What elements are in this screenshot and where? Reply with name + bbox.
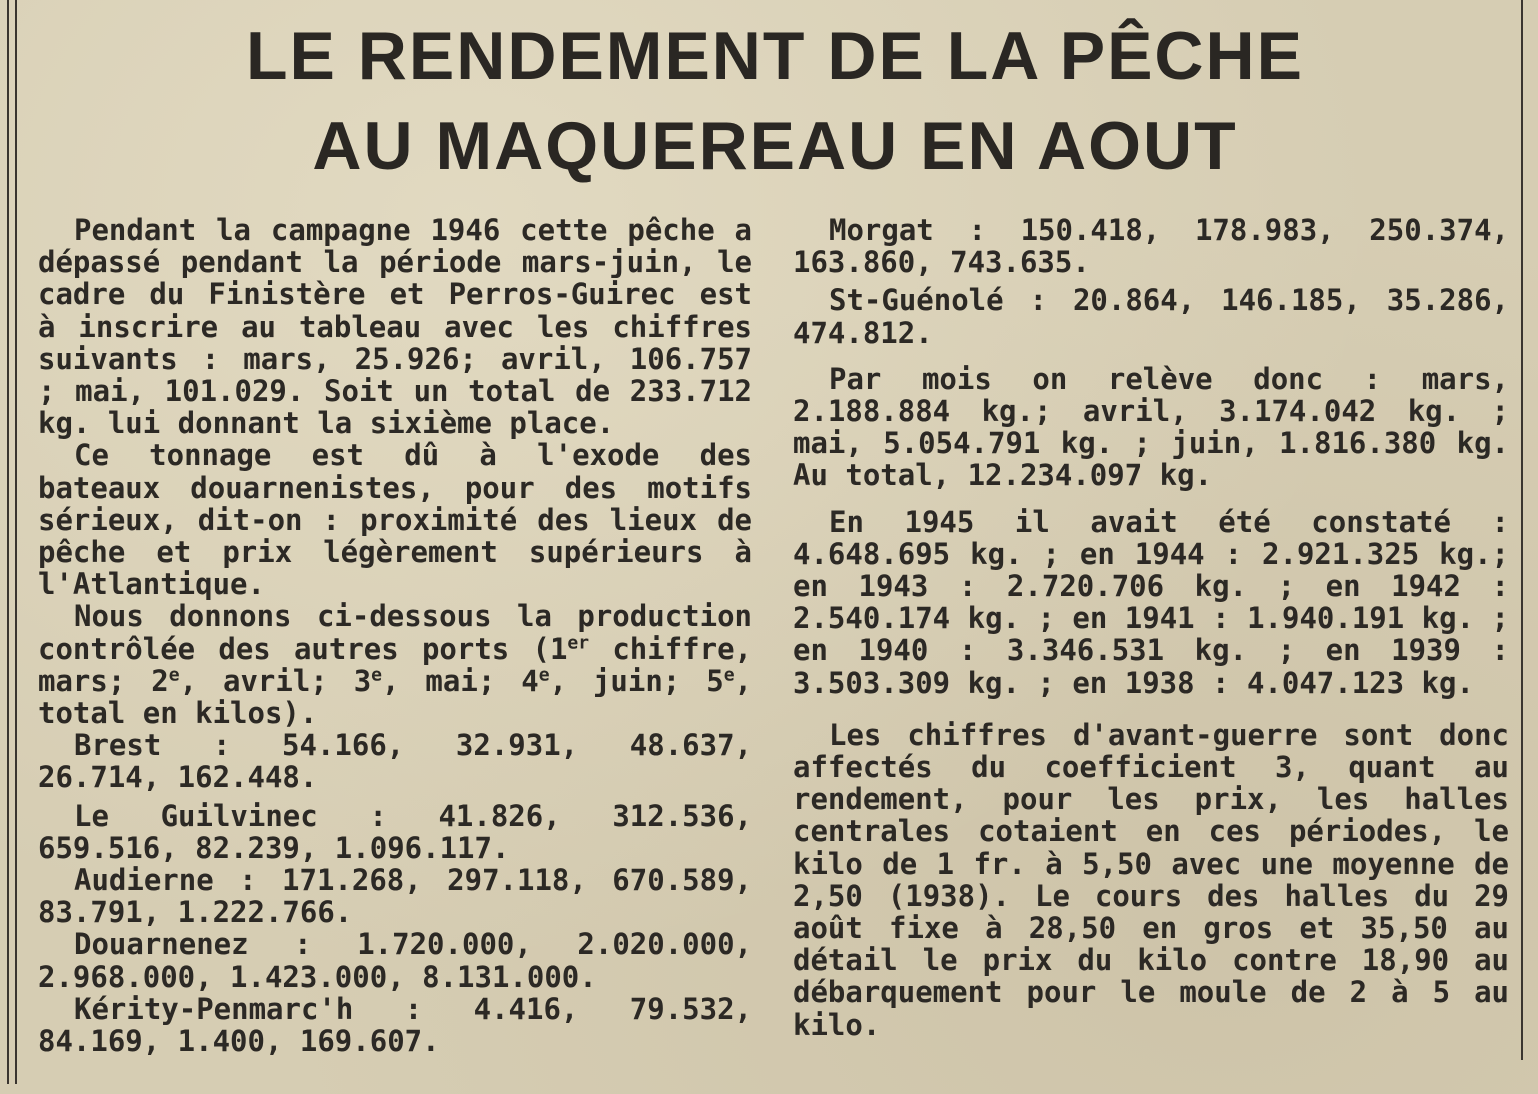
paragraph-prewar-prices: Les chiffres d'avant-guerre sont donc affectés du coefficient 3, quant au rendement, pour les prix, les halles centrales cotaient en ces périodes, le kilo de 1 fr. à 5,50 avec une moyenne de 2,50 (1938). Le cours des halles du 29 août fixe à 28,50 en gros et 35,50 au détail le prix du kilo contre 18,90 au débarquement pour le moule de 2 à 5 au kilo.	[793, 717, 1509, 1042]
ports-intro-text-3: , avril; 3	[179, 663, 372, 698]
paragraph-monthly-totals: Par mois on relève donc : mars, 2.188.884 kg.; avril, 3.174.042 kg. ; mai, 5.054.791 kg. ; juin, 1.816.380 kg. Au total, 12.234.097 kg.	[793, 361, 1509, 493]
ordinal-second: e	[168, 664, 180, 686]
paragraph-ports-intro	[38, 600, 752, 729]
port-brest: Brest : 54.166, 32.931, 48.637, 26.714, 162.448.	[38, 728, 752, 795]
ports-intro-text-4: , mai; 4	[382, 663, 539, 698]
port-douarnenez: Douarnenez : 1.720.000, 2.020.000, 2.968.000, 1.423.000, 8.131.000.	[38, 927, 752, 994]
paragraph-perros-guirec: Pendant la campagne 1946 cette pêche a dépassé pendant la période mars-juin, le cadre du Finistère et Perros-Guirec est à inscrire au tableau avec les chiffres suivants : mars, 25.926; avril, 106.757 ; mai, 101.029. Soit un total de 233.712 kg. lui donnant la sixième place.	[38, 213, 752, 441]
paragraph-douarnenez-exodus: Ce tonnage est dû à l'exode des bateaux douarnenistes, pour des motifs sérieux, dit-on : proximité des lieux de pêche et prix légèrement supérieurs à l'Atlantique.	[38, 438, 752, 602]
ordinal-third: e	[371, 664, 383, 686]
headline-line-1: LE RENDEMENT DE LA PÊCHE	[245, 18, 1304, 94]
article-left-column	[38, 214, 752, 1057]
ports-intro-text-2: chiffre, mars; 2	[38, 631, 752, 698]
right-column-rule	[1521, 0, 1527, 1060]
ports-intro-text-5: , juin; 5	[549, 663, 724, 698]
ordinal-fifth: e	[723, 664, 735, 686]
port-st-guenole: St-Guénolé : 20.864, 146.185, 35.286, 474.812.	[793, 283, 1509, 350]
left-column-rule	[7, 0, 17, 1084]
headline-line-2: AU MAQUEREAU EN AOUT	[312, 108, 1238, 184]
ordinal-first: er	[567, 631, 590, 653]
port-morgat: Morgat : 150.418, 178.983, 250.374, 163.860, 743.635.	[793, 213, 1509, 280]
port-audierne: Audierne : 171.268, 297.118, 670.589, 83.791, 1.222.766.	[38, 863, 752, 930]
paragraph-yearly-totals: En 1945 il avait été constaté : 4.648.695 kg. ; en 1944 : 2.921.325 kg.; en 1943 : 2.720.706 kg. ; en 1942 : 2.540.174 kg. ; en 1941 : 1.940.191 kg. ; en 1940 : 3.346.531 kg. ; en 1939 : 3.503.309 kg. ; en 1938 : 4.047.123 kg.	[793, 504, 1509, 700]
ordinal-fourth: e	[538, 664, 550, 686]
ports-intro-text-6: , total en kilos).	[38, 663, 752, 731]
port-le-guilvinec: Le Guilvinec : 41.826, 312.536, 659.516, 82.239, 1.096.117.	[38, 798, 752, 865]
ports-intro-text-1: Nous donnons ci-dessous la production contrôlée des autres ports (1	[38, 599, 752, 666]
article-right-column	[793, 214, 1509, 1041]
port-kerity-penmarch: Kérity-Penmarc'h : 4.416, 79.532, 84.169, 1.400, 169.607.	[38, 991, 752, 1059]
